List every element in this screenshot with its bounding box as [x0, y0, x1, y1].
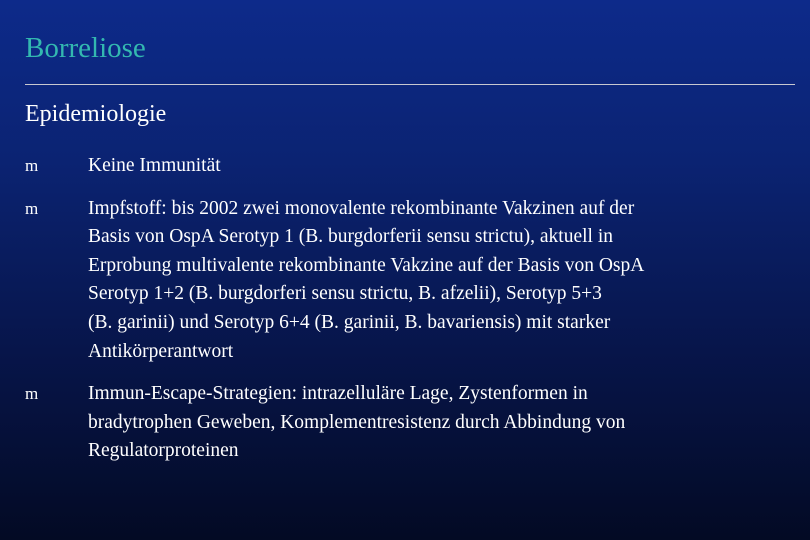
bullet-list	[25, 152, 785, 480]
bullet-text: Impfstoff: bis 2002 zwei monovalente rekombinante Vakzinen auf der Basis von OspA Serotyp 1 (B. burgdorferii sensu strictu), aktuell in Erprobung multivalente rekombinante Vakzine auf der Basis von OspA Serotyp 1+2 (B. burgdorferi sensu strictu, B. afzelii), Serotyp 5+3 (B. garinii) und Serotyp 6+4 (B. garinii, B. bavariensis) mit starker Antikörperantwort	[88, 197, 645, 362]
bullet-text: Immun-Escape-Strategien: intrazelluläre Lage, Zystenformen in bradytrophen Geweben, Komplementresistenz durch Abbindung von Regulatorproteinen	[88, 383, 626, 462]
bullet-item-vaccine	[25, 195, 785, 367]
bullet-marker-icon: m	[25, 156, 39, 175]
bullet-text: Keine Immunität	[88, 155, 221, 176]
bullet-marker-icon: m	[25, 384, 39, 404]
section-heading: Epidemiologie	[25, 101, 167, 127]
slide-title: Borreliose	[25, 32, 146, 64]
bullet-item-immunity	[25, 152, 785, 181]
bullet-item-immune-escape	[25, 380, 785, 466]
bullet-marker-icon: m	[25, 198, 39, 218]
title-divider	[25, 84, 795, 85]
